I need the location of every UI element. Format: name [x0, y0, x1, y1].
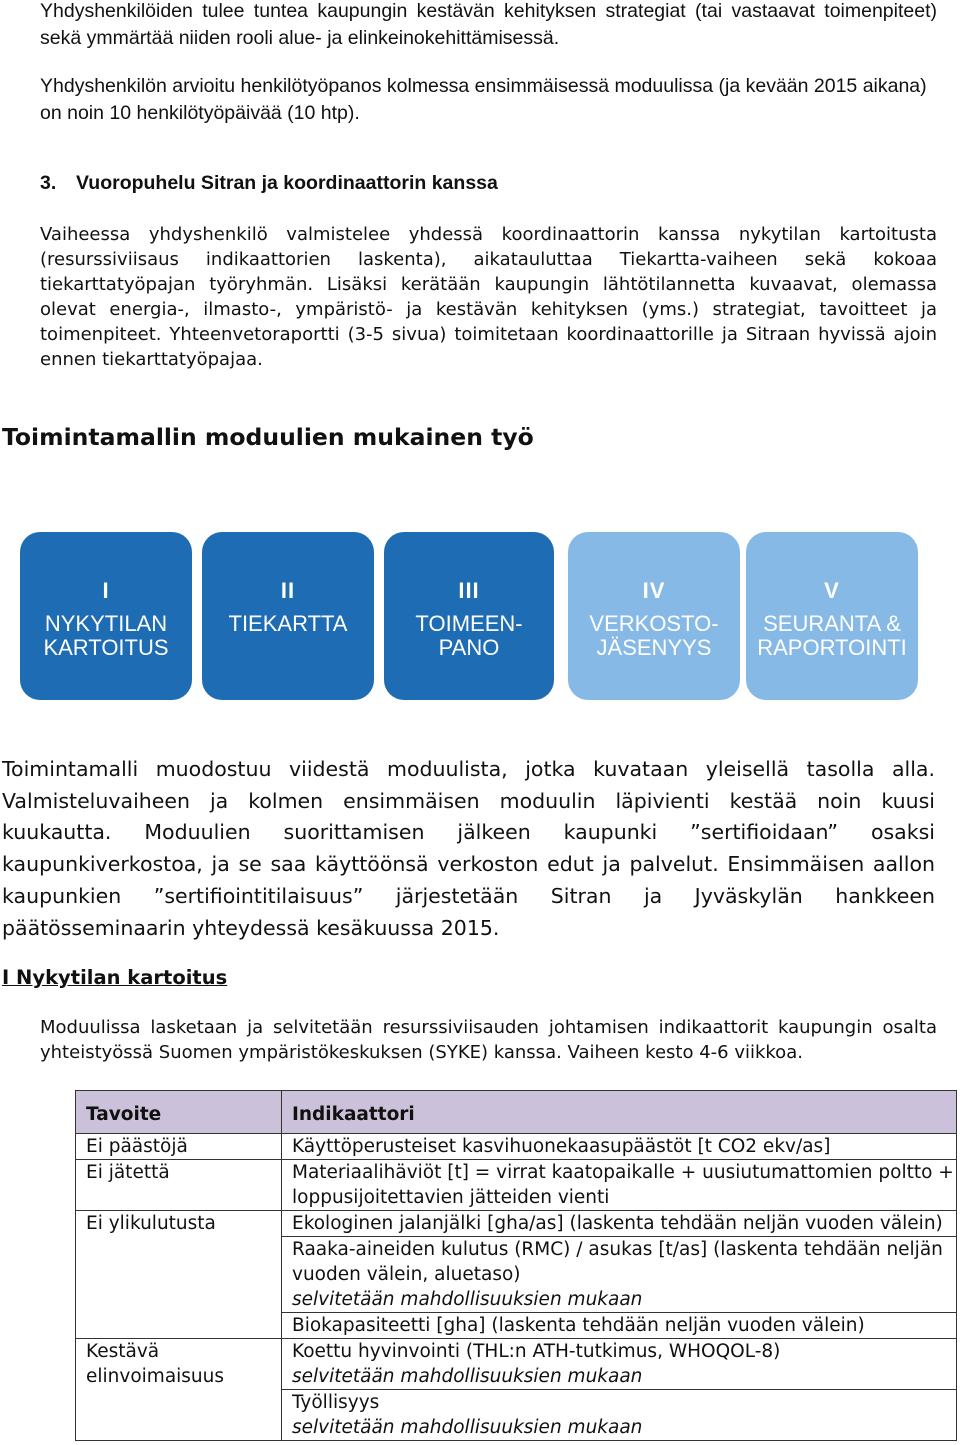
indicator-cell: Biokapasiteetti [gha] (laskenta tehdään neljän vuoden välein)	[282, 1313, 957, 1339]
header-indicator: Indikaattori	[282, 1091, 957, 1134]
table-header-row	[76, 1091, 957, 1134]
module-name: NYKYTILAN KARTOITUS	[43, 611, 169, 660]
indicator-line: Koettu hyvinvointi (THL:n ATH-tutkimus, WHOQOL-8)	[292, 1341, 781, 1362]
goal-cell	[76, 1339, 282, 1390]
module-1-text: Moduulissa lasketaan ja selvitetään resurssiviisauden johtamisen indikaattorit kaupungin osalta yhteistyössä Suomen ympäristökeskuksen (SYKE) kanssa. Vaiheen kesto 4-6 viikkoa.	[40, 1017, 937, 1063]
module-box-3	[384, 532, 554, 700]
module-numeral: II	[280, 578, 296, 603]
table-row	[76, 1237, 957, 1313]
table-row	[76, 1211, 957, 1237]
module-numeral: I	[102, 578, 110, 603]
table-row	[76, 1160, 957, 1211]
section-3-heading	[40, 172, 498, 195]
table-row	[76, 1339, 957, 1390]
module-box-2	[202, 532, 374, 700]
module-box-5	[746, 532, 918, 700]
table-row	[76, 1134, 957, 1160]
module-numeral: V	[824, 578, 840, 603]
intro-paragraph-2: Yhdyshenkilön arvioitu henkilötyöpanos kolmessa ensimmäisessä moduulissa (ja kevään 2015 aikana) on noin 10 henkilötyöpäivää (10 htp).	[40, 75, 927, 124]
goal-cell-empty	[76, 1390, 282, 1441]
indicator-line: Työllisyys	[292, 1392, 380, 1413]
module-box-4	[568, 532, 740, 700]
indicator-line: Raaka-aineiden kulutus (RMC) / asukas [t/as] (laskenta tehdään neljän	[292, 1239, 943, 1260]
module-name: TOIMEEN- PANO	[415, 611, 523, 660]
indicator-cell: Ekologinen jalanjälki [gha/as] (laskenta tehdään neljän vuoden välein)	[282, 1211, 957, 1237]
section-3-body: Vaiheessa yhdyshenkilö valmistelee yhdessä koordinaattorin kanssa nykytilan kartoitusta (resurssiviisaus indikaattorien laskenta), aikatauluttaa Tiekartta-vaiheen sekä kokoaa tiekarttatyöpajan työryhmän. Lisäksi kerätään kaupungin lähtötilannetta kuvaavat, olemassa olevat energia-, ilmasto-, ympäristö- ja kestävän kehityksen (yms.) strategiat, tavoitteet ja toimenpiteet. Yhteenvetoraportti (3-5 sivua) toimitetaan koordinaattorille ja Sitraan hyvissä ajoin ennen tiekarttatyöpajaa.	[40, 224, 937, 370]
indicator-note: selvitetään mahdollisuuksien mukaan	[292, 1417, 643, 1438]
table-row	[76, 1313, 957, 1339]
indicator-note: selvitetään mahdollisuuksien mukaan	[292, 1289, 643, 1310]
module-name: TIEKARTTA	[228, 611, 348, 636]
page-heading: Toimintamallin moduulien mukainen työ	[2, 423, 534, 451]
indicator-line: loppusijoitettavien jätteiden vienti	[292, 1187, 610, 1208]
indicator-cell	[282, 1160, 957, 1211]
indicator-cell	[282, 1339, 957, 1390]
indicator-line: vuoden välein, aluetaso)	[292, 1264, 521, 1285]
indicator-cell	[282, 1390, 957, 1441]
indicator-note: selvitetään mahdollisuuksien mukaan	[292, 1366, 643, 1387]
goal-line: elinvoimaisuus	[86, 1366, 225, 1387]
module-numeral: III	[458, 578, 480, 603]
indicator-table	[75, 1090, 957, 1441]
module-name: SEURANTA & RAPORTOINTI	[757, 611, 907, 660]
section-title: Vuoropuhelu Sitran ja koordinaattorin kanssa	[76, 172, 498, 194]
goal-cell: Ei ylikulutusta	[76, 1211, 282, 1237]
goal-cell-empty	[76, 1237, 282, 1313]
table-row	[76, 1390, 957, 1441]
indicator-cell	[282, 1237, 957, 1313]
model-description: Toimintamalli muodostuu viidestä moduulista, jotka kuvataan yleisellä tasolla alla. Valmisteluvaiheen ja kolmen ensimmäisen moduulin läpivienti kestää noin kuusi kuukautta. Moduulien suorittamisen jälkeen kaupunki ”sertifioidaan” osaksi kaupunkiverkostoa, ja se saa käyttöönsä verkoston edut ja palvelut. Ensimmäisen aallon kaupunkien ”sertifiointitilaisuus” järjestetään Sitran ja Jyväskylän hankkeen päätösseminaarin yhteydessä kesäkuussa 2015.	[2, 757, 935, 940]
section-number: 3.	[40, 172, 57, 194]
indicator-line: Materiaalihäviöt [t] = virrat kaatopaikalle + uusiutumattomien poltto +	[292, 1162, 954, 1183]
goal-cell-empty	[76, 1313, 282, 1339]
goal-cell: Ei jätettä	[76, 1160, 282, 1211]
indicator-cell: Käyttöperusteiset kasvihuonekaasupäästöt [t CO2 ekv/as]	[282, 1134, 957, 1160]
module-1-heading: I Nykytilan kartoitus	[2, 966, 228, 989]
module-name: VERKOSTO- JÄSENYYS	[589, 611, 719, 660]
intro-paragraph-1: Yhdyshenkilöiden tulee tuntea kaupungin kestävän kehityksen strategiat (tai vastaavat toimenpiteet) sekä ymmärtää niiden rooli alue- ja elinkeinokehittämisessä.	[40, 0, 937, 49]
goal-line: Kestävä	[86, 1341, 160, 1362]
module-box-1	[20, 532, 192, 700]
module-numeral: IV	[642, 578, 666, 603]
header-goal: Tavoite	[76, 1091, 282, 1134]
goal-cell: Ei päästöjä	[76, 1134, 282, 1160]
